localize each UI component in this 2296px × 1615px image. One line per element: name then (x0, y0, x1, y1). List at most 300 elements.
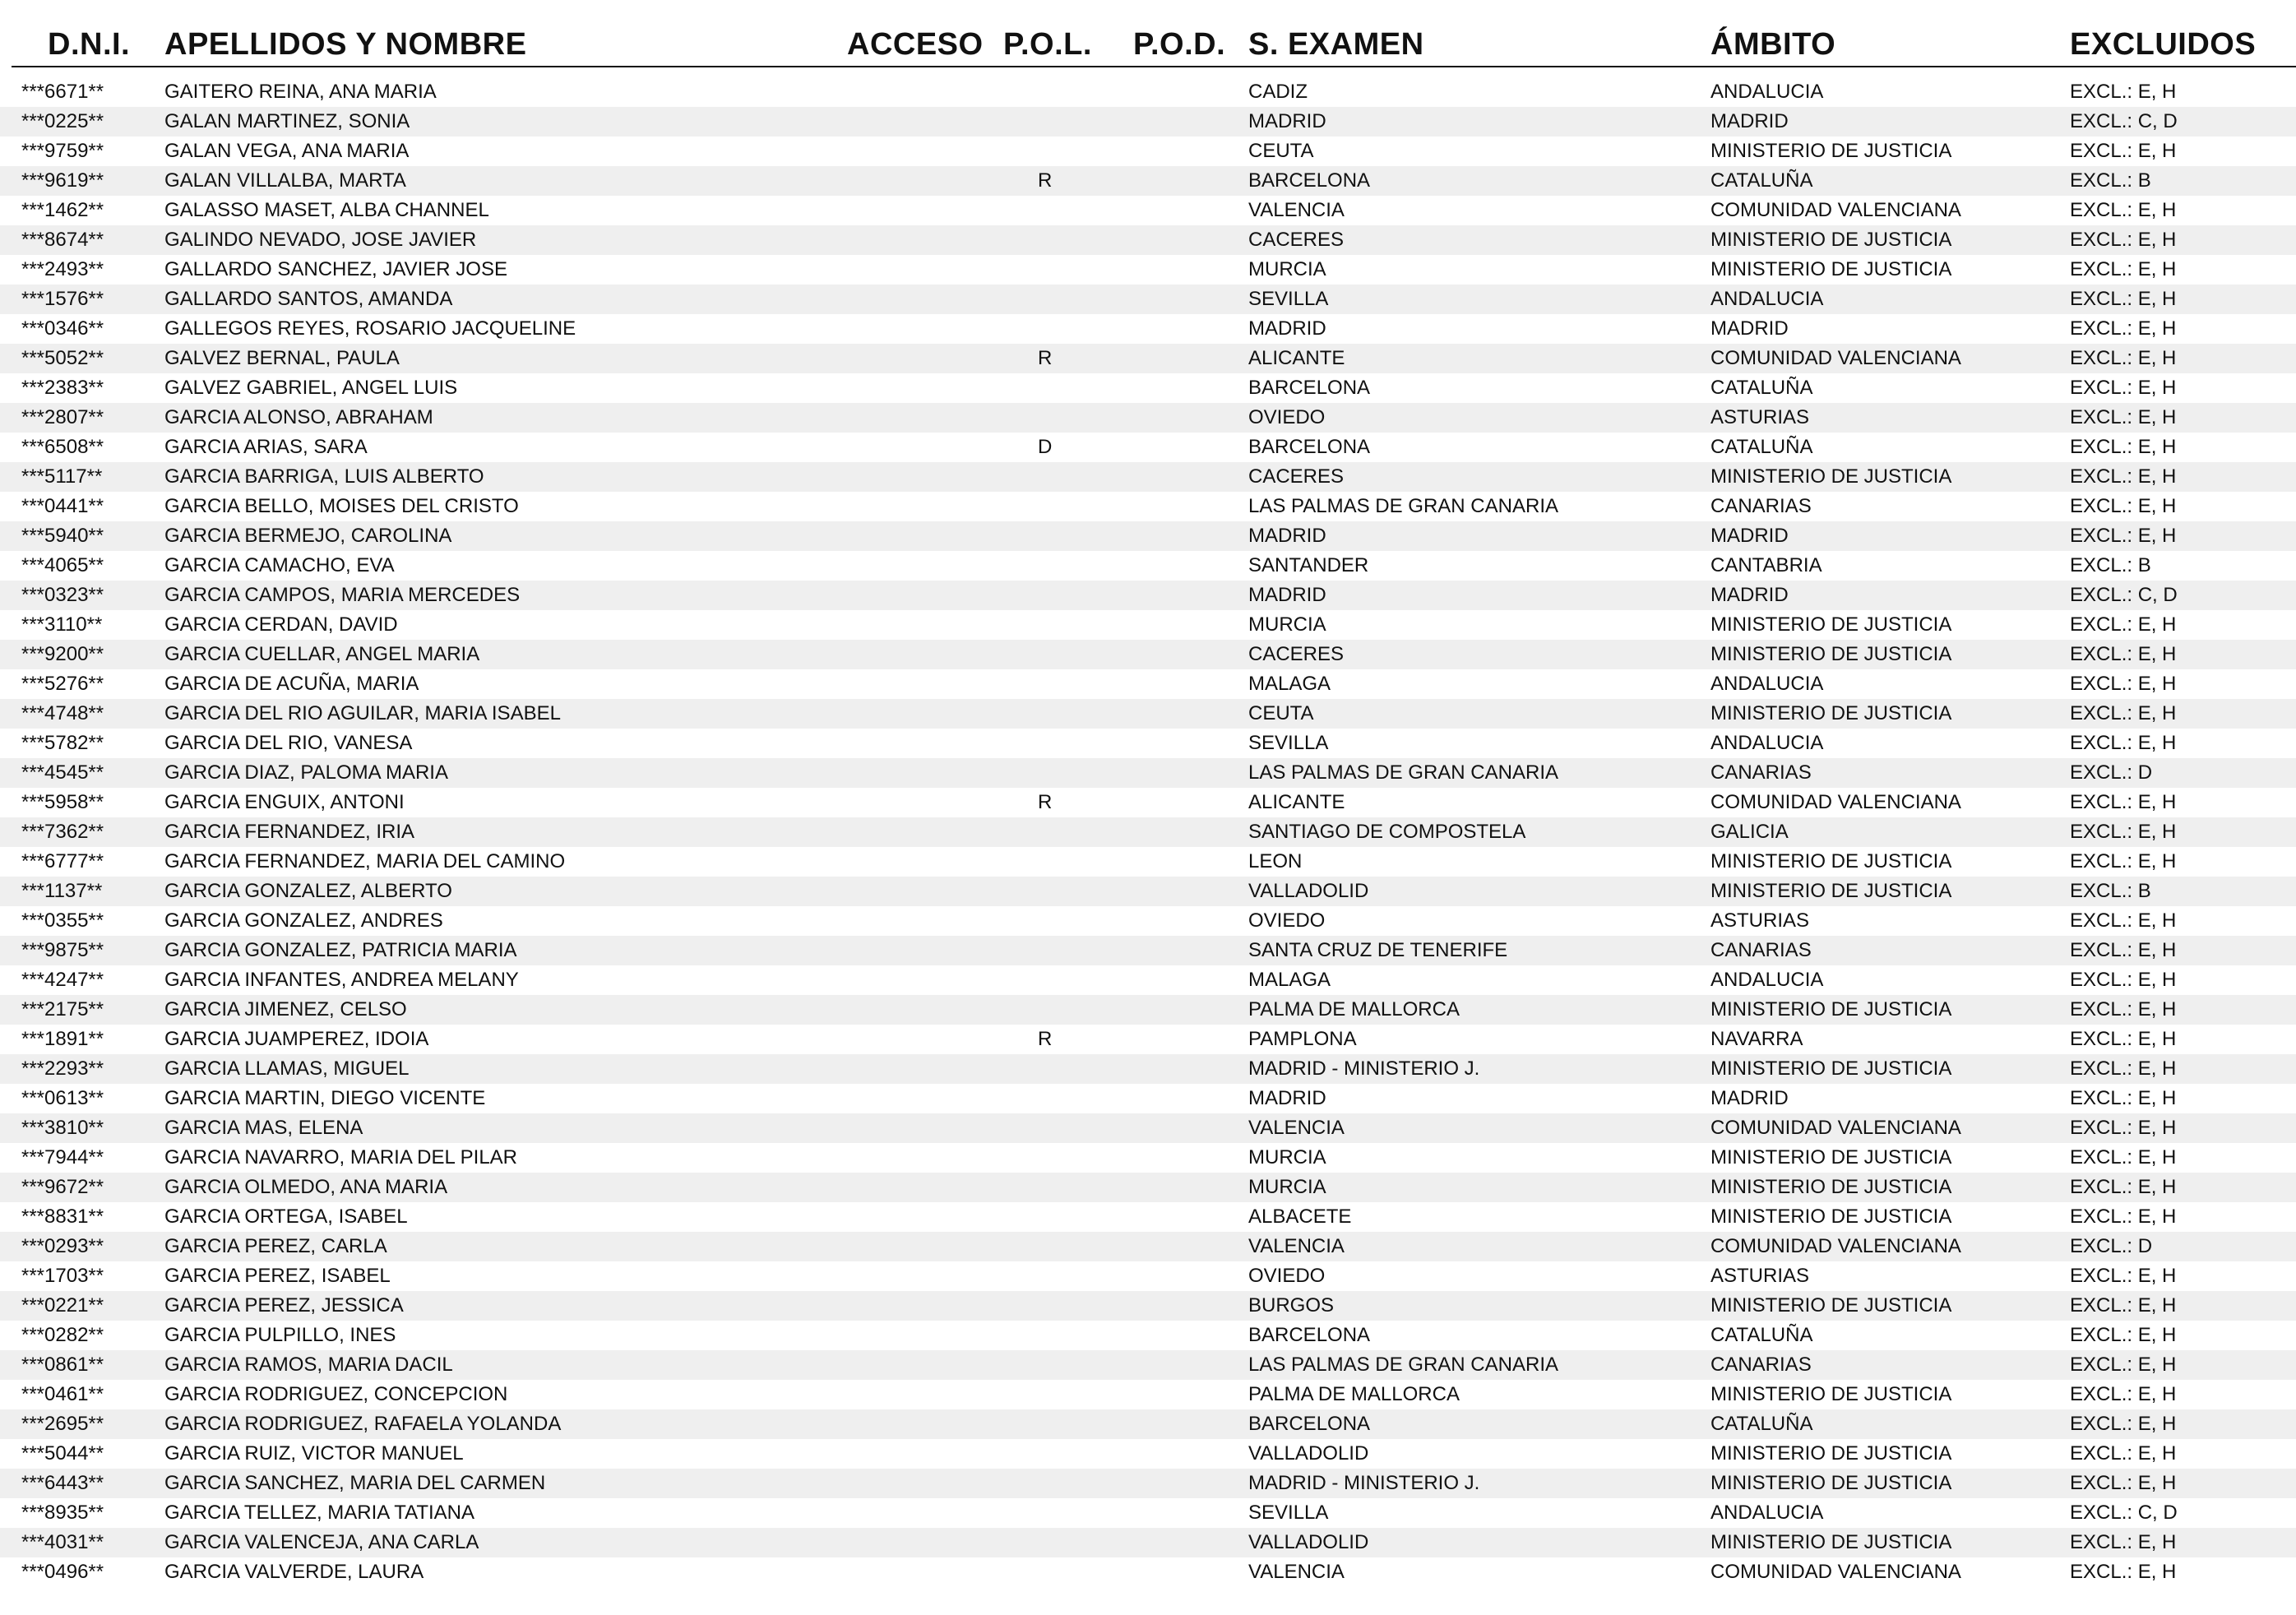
cell-ambito: CATALUÑA (1710, 377, 1813, 399)
cell-excluidos: EXCL.: E, H (2070, 317, 2177, 340)
cell-examen: PALMA DE MALLORCA (1248, 1383, 1460, 1405)
cell-examen: OVIEDO (1248, 1265, 1326, 1287)
cell-name: GARCIA MAS, ELENA (164, 1117, 363, 1139)
cell-excluidos: EXCL.: E, H (2070, 939, 2177, 961)
cell-name: GARCIA PEREZ, CARLA (164, 1235, 387, 1257)
cell-dni: ***0496** (21, 1561, 104, 1583)
cell-dni: ***9672** (21, 1176, 104, 1198)
cell-examen: BARCELONA (1248, 436, 1371, 458)
cell-ambito: ANDALUCIA (1710, 969, 1824, 991)
cell-name: GARCIA MARTIN, DIEGO VICENTE (164, 1087, 486, 1109)
cell-dni: ***0461** (21, 1383, 104, 1405)
table-row (0, 758, 2296, 788)
cell-ambito: ASTURIAS (1710, 406, 1810, 428)
table-row (0, 1113, 2296, 1143)
cell-dni: ***5782** (21, 732, 104, 754)
cell-excluidos: EXCL.: E, H (2070, 1413, 2177, 1435)
cell-name: GARCIA OLMEDO, ANA MARIA (164, 1176, 448, 1198)
table-row (0, 551, 2296, 581)
table-row (0, 1528, 2296, 1557)
cell-name: GARCIA CERDAN, DAVID (164, 613, 398, 636)
cell-ambito: MINISTERIO DE JUSTICIA (1710, 465, 1952, 488)
cell-examen: LAS PALMAS DE GRAN CANARIA (1248, 761, 1558, 784)
cell-examen: PALMA DE MALLORCA (1248, 998, 1460, 1020)
cell-examen: VALLADOLID (1248, 1531, 1369, 1553)
cell-examen: MADRID (1248, 110, 1326, 132)
cell-examen: MADRID (1248, 525, 1326, 547)
cell-ambito: MINISTERIO DE JUSTICIA (1710, 1146, 1952, 1168)
cell-dni: ***5276** (21, 673, 104, 695)
cell-name: GARCIA BERMEJO, CAROLINA (164, 525, 452, 547)
cell-dni: ***6508** (21, 436, 104, 458)
cell-name: GALVEZ GABRIEL, ANGEL LUIS (164, 377, 458, 399)
cell-name: GARCIA DE ACUÑA, MARIA (164, 673, 419, 695)
cell-name: GARCIA DEL RIO AGUILAR, MARIA ISABEL (164, 702, 561, 724)
cell-name: GALVEZ BERNAL, PAULA (164, 347, 400, 369)
cell-name: GARCIA DEL RIO, VANESA (164, 732, 413, 754)
cell-excluidos: EXCL.: E, H (2070, 643, 2177, 665)
table-row (0, 1084, 2296, 1113)
table-row (0, 1202, 2296, 1232)
cell-examen: MALAGA (1248, 969, 1331, 991)
cell-name: GALLEGOS REYES, ROSARIO JACQUELINE (164, 317, 576, 340)
cell-examen: BARCELONA (1248, 377, 1371, 399)
cell-excluidos: EXCL.: E, H (2070, 1354, 2177, 1376)
table-row (0, 1469, 2296, 1498)
cell-excluidos: EXCL.: E, H (2070, 436, 2177, 458)
cell-name: GARCIA BARRIGA, LUIS ALBERTO (164, 465, 484, 488)
cell-dni: ***0293** (21, 1235, 104, 1257)
cell-pol: R (1038, 169, 1053, 192)
cell-examen: VALLADOLID (1248, 880, 1369, 902)
cell-examen: MURCIA (1248, 1146, 1326, 1168)
table-row (0, 1261, 2296, 1291)
table-row (0, 1025, 2296, 1054)
cell-excluidos: EXCL.: E, H (2070, 821, 2177, 843)
cell-examen: CACERES (1248, 229, 1345, 251)
table-body (0, 77, 2296, 1587)
cell-examen: SANTANDER (1248, 554, 1369, 576)
table-row (0, 314, 2296, 344)
cell-excluidos: EXCL.: E, H (2070, 1472, 2177, 1494)
cell-name: GARCIA GONZALEZ, PATRICIA MARIA (164, 939, 517, 961)
table-row (0, 610, 2296, 640)
cell-name: GARCIA ENGUIX, ANTONI (164, 791, 405, 813)
cell-dni: ***0221** (21, 1294, 104, 1317)
cell-ambito: CATALUÑA (1710, 169, 1813, 192)
cell-name: GARCIA VALENCEJA, ANA CARLA (164, 1531, 479, 1553)
cell-examen: VALENCIA (1248, 1561, 1345, 1583)
cell-dni: ***8674** (21, 229, 104, 251)
table-row (0, 877, 2296, 906)
cell-name: GALAN MARTINEZ, SONIA (164, 110, 410, 132)
cell-examen: SANTIAGO DE COMPOSTELA (1248, 821, 1526, 843)
cell-name: GARCIA GONZALEZ, ANDRES (164, 909, 443, 932)
cell-examen: ALBACETE (1248, 1205, 1352, 1228)
table-row (0, 995, 2296, 1025)
cell-ambito: MINISTERIO DE JUSTICIA (1710, 850, 1952, 872)
cell-dni: ***8935** (21, 1502, 104, 1524)
cell-excluidos: EXCL.: E, H (2070, 1442, 2177, 1465)
cell-name: GARCIA RAMOS, MARIA DACIL (164, 1354, 453, 1376)
table-row (0, 640, 2296, 669)
cell-name: GARCIA RUIZ, VICTOR MANUEL (164, 1442, 464, 1465)
cell-name: GAITERO REINA, ANA MARIA (164, 81, 437, 103)
cell-excluidos: EXCL.: E, H (2070, 1146, 2177, 1168)
cell-excluidos: EXCL.: E, H (2070, 791, 2177, 813)
cell-dni: ***2175** (21, 998, 104, 1020)
cell-examen: CEUTA (1248, 702, 1314, 724)
table-row (0, 581, 2296, 610)
cell-examen: VALENCIA (1248, 1235, 1345, 1257)
cell-dni: ***5117** (21, 465, 103, 488)
cell-excluidos: EXCL.: E, H (2070, 288, 2177, 310)
cell-examen: MADRID (1248, 584, 1326, 606)
table-row (0, 521, 2296, 551)
cell-dni: ***5940** (21, 525, 104, 547)
cell-examen: SANTA CRUZ DE TENERIFE (1248, 939, 1508, 961)
table-row (0, 462, 2296, 492)
table-row (0, 699, 2296, 729)
cell-name: GARCIA DIAZ, PALOMA MARIA (164, 761, 448, 784)
cell-excluidos: EXCL.: E, H (2070, 199, 2177, 221)
table-row (0, 225, 2296, 255)
table-row (0, 1291, 2296, 1321)
cell-ambito: CANTABRIA (1710, 554, 1822, 576)
cell-excluidos: EXCL.: E, H (2070, 347, 2177, 369)
table-row (0, 285, 2296, 314)
cell-excluidos: EXCL.: D (2070, 1235, 2153, 1257)
cell-dni: ***6671** (21, 81, 104, 103)
cell-name: GALLARDO SANCHEZ, JAVIER JOSE (164, 258, 507, 280)
table-row (0, 196, 2296, 225)
cell-dni: ***3810** (21, 1117, 104, 1139)
header-examen: S. EXAMEN (1248, 27, 1424, 62)
cell-ambito: MINISTERIO DE JUSTICIA (1710, 258, 1952, 280)
cell-ambito: ANDALUCIA (1710, 1502, 1824, 1524)
cell-excluidos: EXCL.: E, H (2070, 1176, 2177, 1198)
cell-ambito: MINISTERIO DE JUSTICIA (1710, 880, 1952, 902)
cell-ambito: CANARIAS (1710, 495, 1812, 517)
table-row (0, 847, 2296, 877)
cell-ambito: MINISTERIO DE JUSTICIA (1710, 1176, 1952, 1198)
cell-ambito: COMUNIDAD VALENCIANA (1710, 791, 1961, 813)
table-row (0, 1557, 2296, 1587)
cell-name: GARCIA VALVERDE, LAURA (164, 1561, 424, 1583)
cell-ambito: MINISTERIO DE JUSTICIA (1710, 140, 1952, 162)
cell-examen: BARCELONA (1248, 1413, 1371, 1435)
cell-name: GARCIA TELLEZ, MARIA TATIANA (164, 1502, 474, 1524)
cell-excluidos: EXCL.: E, H (2070, 998, 2177, 1020)
cell-ambito: CANARIAS (1710, 1354, 1812, 1376)
table-row (0, 137, 2296, 166)
cell-dni: ***1137** (21, 880, 103, 902)
cell-dni: ***0346** (21, 317, 104, 340)
cell-dni: ***2383** (21, 377, 104, 399)
table-row (0, 1232, 2296, 1261)
cell-excluidos: EXCL.: E, H (2070, 495, 2177, 517)
table-row (0, 1054, 2296, 1084)
cell-ambito: MINISTERIO DE JUSTICIA (1710, 613, 1952, 636)
cell-ambito: CATALUÑA (1710, 1413, 1813, 1435)
cell-ambito: MINISTERIO DE JUSTICIA (1710, 1294, 1952, 1317)
cell-name: GALINDO NEVADO, JOSE JAVIER (164, 229, 477, 251)
cell-name: GARCIA FERNANDEZ, MARIA DEL CAMINO (164, 850, 566, 872)
cell-excluidos: EXCL.: E, H (2070, 1294, 2177, 1317)
cell-excluidos: EXCL.: E, H (2070, 525, 2177, 547)
cell-examen: CACERES (1248, 465, 1345, 488)
cell-excluidos: EXCL.: B (2070, 880, 2151, 902)
cell-dni: ***0861** (21, 1354, 104, 1376)
cell-excluidos: EXCL.: E, H (2070, 1383, 2177, 1405)
cell-name: GARCIA PEREZ, ISABEL (164, 1265, 391, 1287)
cell-dni: ***1462** (21, 199, 104, 221)
cell-dni: ***2293** (21, 1057, 104, 1080)
cell-ambito: CATALUÑA (1710, 436, 1813, 458)
cell-pol: D (1038, 436, 1053, 458)
header-pod: P.O.D. (1133, 27, 1226, 62)
header-acceso: ACCESO (847, 27, 984, 62)
cell-ambito: CANARIAS (1710, 939, 1812, 961)
cell-excluidos: EXCL.: E, H (2070, 1324, 2177, 1346)
cell-dni: ***0225** (21, 110, 104, 132)
cell-examen: ALICANTE (1248, 347, 1345, 369)
table-row (0, 906, 2296, 936)
header-rule (12, 66, 2296, 67)
cell-examen: MURCIA (1248, 613, 1326, 636)
cell-ambito: MADRID (1710, 317, 1789, 340)
table-row (0, 433, 2296, 462)
table-row (0, 166, 2296, 196)
cell-dni: ***2807** (21, 406, 104, 428)
cell-dni: ***8831** (21, 1205, 104, 1228)
cell-dni: ***7944** (21, 1146, 104, 1168)
cell-examen: LAS PALMAS DE GRAN CANARIA (1248, 495, 1558, 517)
cell-excluidos: EXCL.: E, H (2070, 673, 2177, 695)
header-dni: D.N.I. (48, 27, 131, 62)
cell-name: GARCIA ARIAS, SARA (164, 436, 368, 458)
cell-examen: MADRID - MINISTERIO J. (1248, 1057, 1480, 1080)
cell-name: GARCIA BELLO, MOISES DEL CRISTO (164, 495, 519, 517)
cell-excluidos: EXCL.: E, H (2070, 229, 2177, 251)
cell-examen: MADRID (1248, 1087, 1326, 1109)
cell-ambito: CANARIAS (1710, 761, 1812, 784)
table-row (0, 1321, 2296, 1350)
cell-name: GARCIA ALONSO, ABRAHAM (164, 406, 433, 428)
cell-dni: ***9875** (21, 939, 104, 961)
table-row (0, 1439, 2296, 1469)
cell-ambito: COMUNIDAD VALENCIANA (1710, 1117, 1961, 1139)
cell-ambito: COMUNIDAD VALENCIANA (1710, 1561, 1961, 1583)
cell-examen: SEVILLA (1248, 288, 1329, 310)
cell-ambito: MADRID (1710, 525, 1789, 547)
cell-dni: ***6443** (21, 1472, 104, 1494)
cell-name: GARCIA INFANTES, ANDREA MELANY (164, 969, 519, 991)
cell-ambito: MINISTERIO DE JUSTICIA (1710, 1531, 1952, 1553)
cell-excluidos: EXCL.: E, H (2070, 1531, 2177, 1553)
cell-examen: MADRID (1248, 317, 1326, 340)
cell-examen: VALENCIA (1248, 1117, 1345, 1139)
cell-dni: ***2695** (21, 1413, 104, 1435)
table-row (0, 669, 2296, 699)
cell-dni: ***9759** (21, 140, 104, 162)
cell-examen: CEUTA (1248, 140, 1314, 162)
cell-excluidos: EXCL.: E, H (2070, 850, 2177, 872)
header-ambito: ÁMBITO (1710, 27, 1836, 62)
cell-ambito: MINISTERIO DE JUSTICIA (1710, 998, 1952, 1020)
cell-examen: OVIEDO (1248, 406, 1326, 428)
cell-excluidos: EXCL.: B (2070, 169, 2151, 192)
cell-ambito: MINISTERIO DE JUSTICIA (1710, 1205, 1952, 1228)
cell-excluidos: EXCL.: D (2070, 761, 2153, 784)
cell-excluidos: EXCL.: E, H (2070, 732, 2177, 754)
cell-dni: ***5044** (21, 1442, 104, 1465)
cell-examen: VALLADOLID (1248, 1442, 1369, 1465)
cell-dni: ***2493** (21, 258, 104, 280)
cell-dni: ***4545** (21, 761, 104, 784)
cell-ambito: ANDALUCIA (1710, 288, 1824, 310)
cell-pol: R (1038, 347, 1053, 369)
cell-name: GALASSO MASET, ALBA CHANNEL (164, 199, 489, 221)
cell-excluidos: EXCL.: E, H (2070, 613, 2177, 636)
cell-excluidos: EXCL.: E, H (2070, 969, 2177, 991)
table-header (0, 23, 2296, 66)
cell-excluidos: EXCL.: E, H (2070, 140, 2177, 162)
cell-name: GARCIA PULPILLO, INES (164, 1324, 396, 1346)
cell-dni: ***4748** (21, 702, 104, 724)
cell-dni: ***0441** (21, 495, 104, 517)
cell-pol: R (1038, 1028, 1053, 1050)
cell-excluidos: EXCL.: C, D (2070, 584, 2178, 606)
table-row (0, 788, 2296, 817)
cell-name: GARCIA JUAMPEREZ, IDOIA (164, 1028, 429, 1050)
cell-ambito: COMUNIDAD VALENCIANA (1710, 1235, 1961, 1257)
cell-ambito: CATALUÑA (1710, 1324, 1813, 1346)
cell-excluidos: EXCL.: B (2070, 554, 2151, 576)
cell-ambito: ASTURIAS (1710, 1265, 1810, 1287)
cell-name: GALAN VILLALBA, MARTA (164, 169, 406, 192)
cell-excluidos: EXCL.: E, H (2070, 1087, 2177, 1109)
cell-ambito: MADRID (1710, 1087, 1789, 1109)
cell-dni: ***5958** (21, 791, 104, 813)
table-row (0, 1173, 2296, 1202)
cell-excluidos: EXCL.: E, H (2070, 465, 2177, 488)
cell-ambito: ASTURIAS (1710, 909, 1810, 932)
cell-dni: ***3110** (21, 613, 103, 636)
table-row (0, 1143, 2296, 1173)
cell-ambito: MINISTERIO DE JUSTICIA (1710, 1472, 1952, 1494)
table-row (0, 936, 2296, 965)
cell-examen: LEON (1248, 850, 1303, 872)
cell-dni: ***4247** (21, 969, 104, 991)
cell-examen: ALICANTE (1248, 791, 1345, 813)
header-name: APELLIDOS Y NOMBRE (164, 27, 527, 62)
cell-dni: ***9619** (21, 169, 104, 192)
cell-excluidos: EXCL.: E, H (2070, 1117, 2177, 1139)
cell-ambito: ANDALUCIA (1710, 673, 1824, 695)
cell-ambito: MADRID (1710, 110, 1789, 132)
cell-excluidos: EXCL.: E, H (2070, 1265, 2177, 1287)
cell-examen: CADIZ (1248, 81, 1308, 103)
cell-examen: VALENCIA (1248, 199, 1345, 221)
table-row (0, 344, 2296, 373)
cell-ambito: MINISTERIO DE JUSTICIA (1710, 702, 1952, 724)
header-pol: P.O.L. (1003, 27, 1092, 62)
table-row (0, 255, 2296, 285)
cell-name: GARCIA CAMACHO, EVA (164, 554, 395, 576)
cell-dni: ***5052** (21, 347, 104, 369)
cell-ambito: MINISTERIO DE JUSTICIA (1710, 1442, 1952, 1465)
cell-dni: ***1703** (21, 1265, 104, 1287)
cell-excluidos: EXCL.: C, D (2070, 110, 2178, 132)
cell-name: GARCIA FERNANDEZ, IRIA (164, 821, 415, 843)
cell-excluidos: EXCL.: C, D (2070, 1502, 2178, 1524)
cell-excluidos: EXCL.: E, H (2070, 1205, 2177, 1228)
cell-excluidos: EXCL.: E, H (2070, 702, 2177, 724)
cell-dni: ***0282** (21, 1324, 104, 1346)
table-row (0, 965, 2296, 995)
table-row (0, 1350, 2296, 1380)
cell-examen: MURCIA (1248, 258, 1326, 280)
cell-name: GARCIA RODRIGUEZ, RAFAELA YOLANDA (164, 1413, 562, 1435)
table-row (0, 1380, 2296, 1409)
cell-examen: BARCELONA (1248, 1324, 1371, 1346)
cell-examen: SEVILLA (1248, 1502, 1329, 1524)
header-excluidos: EXCLUIDOS (2070, 27, 2257, 62)
cell-dni: ***4065** (21, 554, 104, 576)
cell-examen: CACERES (1248, 643, 1345, 665)
cell-dni: ***0613** (21, 1087, 104, 1109)
cell-dni: ***0355** (21, 909, 104, 932)
cell-name: GARCIA ORTEGA, ISABEL (164, 1205, 408, 1228)
cell-ambito: MINISTERIO DE JUSTICIA (1710, 229, 1952, 251)
cell-ambito: ANDALUCIA (1710, 81, 1824, 103)
cell-examen: MURCIA (1248, 1176, 1326, 1198)
table-row (0, 107, 2296, 137)
cell-excluidos: EXCL.: E, H (2070, 377, 2177, 399)
cell-examen: PAMPLONA (1248, 1028, 1357, 1050)
cell-name: GARCIA PEREZ, JESSICA (164, 1294, 404, 1317)
cell-dni: ***0323** (21, 584, 104, 606)
cell-examen: SEVILLA (1248, 732, 1329, 754)
cell-examen: BARCELONA (1248, 169, 1371, 192)
cell-excluidos: EXCL.: E, H (2070, 1561, 2177, 1583)
cell-ambito: ANDALUCIA (1710, 732, 1824, 754)
cell-excluidos: EXCL.: E, H (2070, 1028, 2177, 1050)
cell-excluidos: EXCL.: E, H (2070, 909, 2177, 932)
cell-name: GALLARDO SANTOS, AMANDA (164, 288, 453, 310)
cell-dni: ***1576** (21, 288, 104, 310)
table-row (0, 729, 2296, 758)
cell-name: GARCIA GONZALEZ, ALBERTO (164, 880, 452, 902)
cell-excluidos: EXCL.: E, H (2070, 1057, 2177, 1080)
cell-ambito: MINISTERIO DE JUSTICIA (1710, 1383, 1952, 1405)
table-row (0, 817, 2296, 847)
table-row (0, 1409, 2296, 1439)
cell-ambito: MINISTERIO DE JUSTICIA (1710, 1057, 1952, 1080)
cell-dni: ***6777** (21, 850, 104, 872)
cell-name: GARCIA LLAMAS, MIGUEL (164, 1057, 410, 1080)
cell-name: GARCIA CUELLAR, ANGEL MARIA (164, 643, 480, 665)
table-row (0, 492, 2296, 521)
cell-excluidos: EXCL.: E, H (2070, 406, 2177, 428)
cell-excluidos: EXCL.: E, H (2070, 258, 2177, 280)
table-row (0, 77, 2296, 107)
cell-excluidos: EXCL.: E, H (2070, 81, 2177, 103)
cell-ambito: COMUNIDAD VALENCIANA (1710, 199, 1961, 221)
cell-dni: ***7362** (21, 821, 104, 843)
cell-examen: MADRID - MINISTERIO J. (1248, 1472, 1480, 1494)
